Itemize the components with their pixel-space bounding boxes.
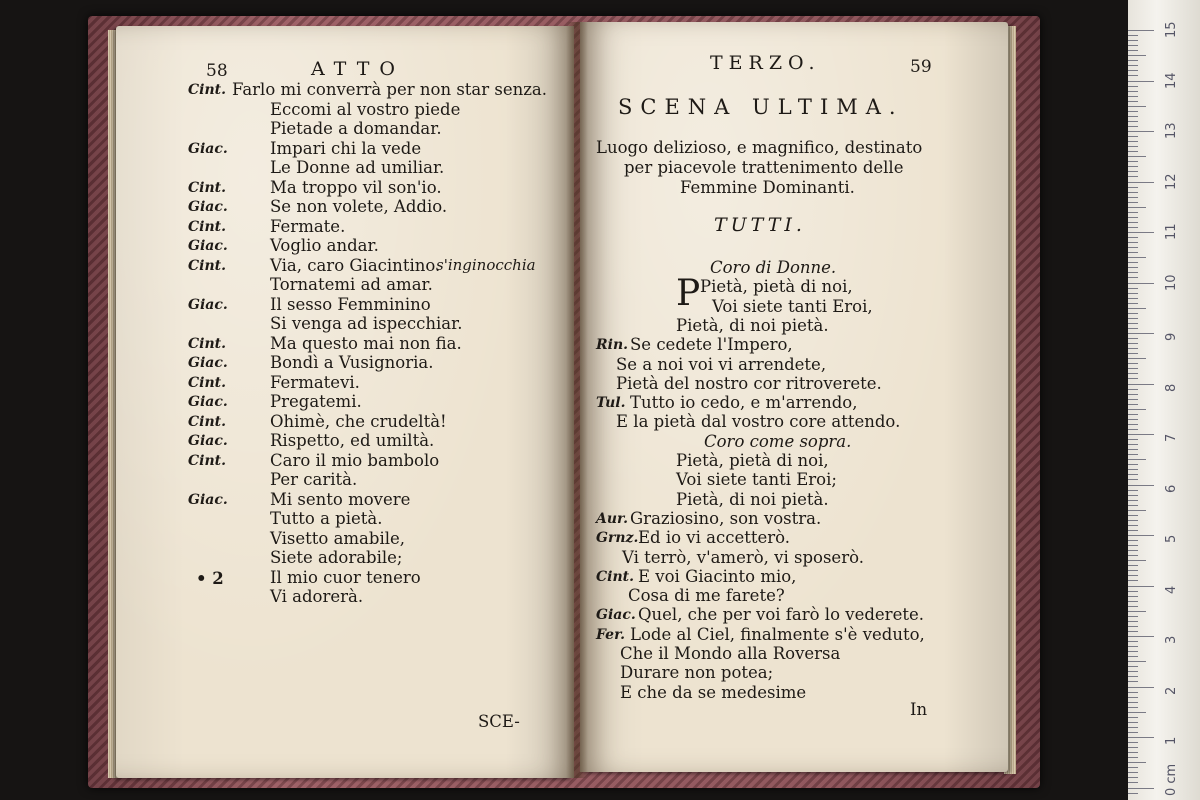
ruler-tick: [1128, 636, 1154, 637]
ruler-tick: [1128, 35, 1138, 36]
verse-line: Tutto io cedo, e m'arrendo,: [630, 393, 858, 413]
ruler-tick: [1128, 222, 1138, 223]
verse-line: Cosa di me farete?: [628, 586, 785, 606]
ruler-tick: [1128, 757, 1138, 758]
ruler-tick: [1128, 389, 1138, 390]
verse-line: Ma questo mai non fia.: [270, 333, 462, 353]
ruler-tick: [1128, 202, 1138, 203]
ruler-tick: [1128, 540, 1138, 541]
scene-title: SCENA ULTIMA.: [618, 95, 904, 119]
speaker-label: Cint.: [596, 568, 634, 585]
ruler-tick: [1128, 525, 1138, 526]
ruler-tick: [1128, 40, 1138, 41]
ruler-tick: [1128, 762, 1146, 763]
ruler-tick: [1128, 86, 1138, 87]
verse-line: Impari chi la vede: [270, 138, 422, 158]
ruler-tick: [1128, 474, 1138, 475]
ruler-tick: [1128, 434, 1154, 435]
ruler-tick: [1128, 631, 1138, 632]
signature-mark: • 2: [196, 569, 224, 588]
ruler-tick: [1128, 192, 1138, 193]
left-catchword: SCE-: [478, 712, 520, 731]
ruler-tick: [1128, 212, 1138, 213]
verse-line: Si venga ad ispecchiar.: [270, 314, 463, 333]
speaker-label: Aur.: [596, 510, 629, 527]
ruler-tick: [1128, 646, 1138, 647]
ruler-tick: [1128, 242, 1138, 243]
ruler-tick: [1128, 535, 1154, 536]
verse-line: Ma troppo vil son'io.: [270, 177, 442, 197]
book-gutter: [566, 22, 588, 778]
ruler-tick: [1128, 747, 1138, 748]
ruler-tick: [1128, 424, 1138, 425]
speaker-label: Cint.: [188, 413, 226, 430]
ruler-tick: [1128, 661, 1146, 662]
ruler-tick: [1128, 601, 1138, 602]
ruler-label: 0 cm: [1164, 763, 1179, 796]
verse-line: Coro come sopra.: [704, 431, 852, 451]
verse-line: Siete adorabile;: [270, 548, 403, 567]
ruler-tick: [1128, 368, 1138, 369]
speaker-label: Giac.: [188, 296, 228, 313]
ruler-tick: [1128, 358, 1146, 359]
verse-line: Fermatevi.: [270, 372, 360, 392]
ruler-tick: [1128, 732, 1138, 733]
ruler-tick: [1128, 550, 1138, 551]
verse-line: Coro di Donne.: [710, 258, 837, 277]
ruler-tick: [1128, 378, 1138, 379]
ruler-tick: [1128, 227, 1138, 228]
ruler-tick: [1128, 394, 1138, 395]
ruler-tick: [1128, 616, 1138, 617]
ruler-tick: [1128, 722, 1138, 723]
verse-line: Fermate.: [270, 216, 346, 236]
ruler-tick: [1128, 414, 1138, 415]
ruler-tick: [1128, 752, 1138, 753]
verse-line: Farlo mi converrà per non star senza.: [232, 80, 548, 99]
speaker-label: Cint.: [188, 179, 226, 196]
speaker-label: Tul.: [596, 395, 626, 412]
verse-line: Voglio andar.: [270, 236, 379, 255]
ruler-tick: [1128, 318, 1138, 319]
ruler-tick: [1128, 161, 1138, 162]
ruler-tick: [1128, 606, 1138, 607]
ruler-tick: [1128, 788, 1154, 789]
ruler-tick: [1128, 490, 1138, 491]
ruler-tick: [1128, 232, 1154, 233]
speaker-label: Cint.: [188, 218, 226, 235]
ruler-tick: [1128, 50, 1138, 51]
ruler-tick: [1128, 60, 1138, 61]
ruler-tick: [1128, 500, 1138, 501]
speaker-label: Giac.: [188, 140, 228, 157]
ruler-tick: [1128, 126, 1138, 127]
setting-line-3: Femmine Dominanti.: [680, 178, 855, 197]
verse-line: Quel, che per voi farò lo vederete.: [638, 605, 924, 625]
tutti-heading: TUTTI.: [714, 214, 806, 236]
ruler-tick: [1128, 55, 1146, 56]
speaker-label: Giac.: [188, 394, 228, 410]
verse-line: E che da se medesime: [620, 682, 807, 702]
ruler-tick: [1128, 293, 1138, 294]
ruler-tick: [1128, 671, 1138, 672]
speaker-label: Grnz.: [596, 530, 639, 547]
verse-line: Se a noi voi vi arrendete,: [616, 354, 827, 374]
speaker-label: Cint.: [188, 257, 226, 274]
ruler-tick: [1128, 75, 1138, 76]
ruler-tick: [1128, 277, 1138, 278]
verse-line: Visetto amabile,: [270, 528, 406, 548]
verse-line: Voi siete tanti Eroi,: [712, 296, 873, 316]
ruler-label: 7: [1164, 433, 1179, 442]
ruler-tick: [1128, 252, 1138, 253]
ruler-tick: [1128, 575, 1138, 576]
speaker-label: Cint.: [188, 374, 226, 391]
ruler-tick: [1128, 570, 1138, 571]
ruler-tick: [1128, 363, 1138, 364]
ruler-tick: [1128, 444, 1138, 445]
speaker-label: Rin.: [596, 337, 629, 354]
ruler-tick: [1128, 692, 1138, 693]
verse-line: Ed io vi accetterò.: [638, 528, 791, 548]
ruler-tick: [1128, 283, 1154, 284]
ruler-tick: [1128, 207, 1146, 208]
ruler-tick: [1128, 257, 1146, 258]
ruler-tick: [1128, 464, 1138, 465]
ruler-tick: [1128, 555, 1138, 556]
verse-line: Pregatemi.: [270, 392, 362, 411]
speaker-label: Cint.: [188, 82, 226, 98]
ruler-tick: [1128, 101, 1138, 102]
ruler-tick: [1128, 131, 1154, 132]
left-running-head: ATTO: [311, 58, 405, 80]
ruler-tick: [1128, 560, 1146, 561]
ruler-tick: [1128, 65, 1138, 66]
verse-line: Lode al Ciel, finalmente s'è veduto,: [630, 624, 925, 644]
ruler-tick: [1128, 187, 1138, 188]
ruler-tick: [1128, 171, 1138, 172]
setting-line-2: per piacevole trattenimento delle: [624, 158, 904, 177]
ruler-tick: [1128, 166, 1138, 167]
ruler-tick: [1128, 621, 1138, 622]
right-catchword: In: [910, 700, 928, 719]
ruler-tick: [1128, 419, 1138, 420]
left-folio: 58: [206, 61, 228, 81]
speaker-label: Fer.: [596, 626, 626, 643]
measuring-ruler: [1128, 0, 1200, 800]
right-page: [580, 22, 1008, 772]
ruler-tick: [1128, 348, 1138, 349]
ruler-tick: [1128, 469, 1138, 470]
ruler-tick: [1128, 429, 1138, 430]
ruler-tick: [1128, 767, 1138, 768]
ruler-tick: [1128, 30, 1154, 31]
ruler-tick: [1128, 70, 1138, 71]
ruler-tick: [1128, 111, 1138, 112]
ruler-tick: [1128, 702, 1138, 703]
ruler-tick: [1128, 545, 1138, 546]
ruler-tick: [1128, 742, 1138, 743]
speaker-label: Giac.: [188, 433, 228, 449]
verse-line: Che il Mondo alla Roversa: [620, 644, 841, 663]
right-running-head: TERZO.: [710, 52, 821, 74]
verse-line: Per carità.: [270, 470, 358, 489]
ruler-tick: [1128, 176, 1138, 177]
ruler-tick: [1128, 96, 1138, 97]
signature-number: 2: [212, 569, 224, 588]
ruler-label: 9: [1164, 332, 1179, 341]
ruler-tick: [1128, 772, 1138, 773]
ruler-tick: [1128, 485, 1154, 486]
ruler-tick: [1128, 687, 1154, 688]
ruler-tick: [1128, 611, 1146, 612]
ruler-tick: [1128, 373, 1138, 374]
ruler-label: 13: [1164, 122, 1179, 139]
ruler-tick: [1128, 141, 1138, 142]
speaker-label: Giac.: [596, 607, 636, 624]
ruler-tick: [1128, 439, 1138, 440]
ruler-tick: [1128, 272, 1138, 273]
verse-line: Pietade a domandar.: [270, 119, 442, 138]
ruler-tick: [1128, 313, 1138, 314]
ruler-tick: [1128, 707, 1138, 708]
ruler-tick: [1128, 81, 1154, 82]
verse-line: E la pietà dal vostro core attendo.: [616, 412, 901, 432]
ruler-label: 12: [1164, 172, 1179, 190]
speaker-label: Giac.: [188, 238, 228, 254]
ruler-tick: [1128, 353, 1138, 354]
verse-line: Eccomi al vostro piede: [270, 99, 461, 119]
ruler-tick: [1128, 641, 1138, 642]
ruler-tick: [1128, 328, 1138, 329]
ruler-tick: [1128, 591, 1138, 592]
ruler-tick: [1128, 121, 1138, 122]
ruler-tick: [1128, 580, 1138, 581]
ruler-tick: [1128, 626, 1138, 627]
ruler-label: 5: [1164, 534, 1179, 543]
ruler-tick: [1128, 404, 1138, 405]
verse-line: Ohimè, che crudeltà!: [270, 411, 447, 431]
ruler-tick: [1128, 586, 1154, 587]
speaker-label: Cint.: [188, 335, 226, 352]
verse-line: Il mio cuor tenero: [270, 567, 421, 587]
ruler-tick: [1128, 565, 1138, 566]
ruler-tick: [1128, 520, 1138, 521]
verse-line: Voi siete tanti Eroi;: [676, 470, 837, 490]
speaker-label: Giac.: [188, 491, 228, 508]
ruler-tick: [1128, 217, 1138, 218]
verse-line: Tornatemi ad amar.: [270, 275, 433, 294]
ruler-tick: [1128, 717, 1138, 718]
ruler-tick: [1128, 681, 1138, 682]
ruler-tick: [1128, 303, 1138, 304]
ruler-tick: [1128, 343, 1138, 344]
verse-line: Se cedete l'Impero,: [630, 335, 793, 355]
ruler-tick: [1128, 182, 1154, 183]
stage-direction: s'inginocchia: [436, 255, 536, 274]
ruler-tick: [1128, 651, 1138, 652]
ruler-tick: [1128, 156, 1146, 157]
speaker-label: Giac.: [188, 355, 228, 371]
verse-line: E voi Giacinto mio,: [638, 566, 797, 586]
verse-line: Vi adorerà.: [270, 587, 364, 606]
setting-line-1: Luogo delizioso, e magnifico, destinato: [596, 138, 923, 157]
verse-line: Via, caro Giacintino.: [270, 255, 441, 275]
ruler-tick: [1128, 777, 1138, 778]
verse-line: Pietà del nostro cor ritroverete.: [616, 373, 882, 393]
ruler-tick: [1128, 237, 1138, 238]
ruler-tick: [1128, 505, 1138, 506]
verse-line: Durare non potea;: [620, 663, 774, 683]
ruler-tick: [1128, 479, 1138, 480]
ruler-tick: [1128, 136, 1138, 137]
ruler-tick: [1128, 197, 1138, 198]
ruler-tick: [1128, 106, 1146, 107]
right-folio: 59: [910, 57, 932, 77]
ruler-tick: [1128, 454, 1138, 455]
ruler-label: 2: [1164, 686, 1179, 695]
verse-line: Graziosino, son vostra.: [630, 508, 822, 528]
ruler-label: 10: [1164, 273, 1179, 291]
verse-line: Bondì a Vusignoria.: [270, 353, 434, 372]
ruler-tick: [1128, 712, 1146, 713]
ruler-tick: [1128, 91, 1138, 92]
verse-line: Vi terrò, v'amerò, vi sposerò.: [622, 547, 864, 567]
ruler-tick: [1128, 737, 1154, 738]
ruler-tick: [1128, 697, 1138, 698]
ruler-tick: [1128, 596, 1138, 597]
ruler-tick: [1128, 247, 1138, 248]
ruler-tick: [1128, 515, 1138, 516]
ruler-tick: [1128, 267, 1138, 268]
verse-line: Pietà, pietà di noi,: [700, 277, 853, 297]
ruler-label: 1: [1164, 736, 1179, 745]
ruler-tick: [1128, 793, 1138, 794]
ruler-label: 8: [1164, 383, 1179, 392]
ruler-tick: [1128, 116, 1138, 117]
left-page: [116, 26, 574, 778]
ruler-tick: [1128, 409, 1146, 410]
ruler-label: 3: [1164, 635, 1179, 644]
ruler-tick: [1128, 298, 1138, 299]
ruler-tick: [1128, 288, 1138, 289]
ruler-tick: [1128, 333, 1154, 334]
ruler-tick: [1128, 727, 1138, 728]
speaker-label: Cint.: [188, 452, 226, 469]
ruler-tick: [1128, 399, 1138, 400]
verse-line: Pietà, di noi pietà.: [676, 489, 829, 509]
ruler-tick: [1128, 676, 1138, 677]
ruler-tick: [1128, 656, 1138, 657]
verse-line: Mi sento movere: [270, 489, 411, 509]
verse-line: Caro il mio bambolo: [270, 450, 440, 470]
ruler-tick: [1128, 666, 1138, 667]
ruler-label: 14: [1164, 71, 1179, 89]
ruler-tick: [1128, 151, 1138, 152]
ruler-tick: [1128, 45, 1138, 46]
ruler-label: 15: [1164, 21, 1179, 38]
ruler-label: 6: [1164, 484, 1179, 493]
verse-line: Tutto a pietà.: [270, 509, 383, 528]
ruler-tick: [1128, 495, 1138, 496]
verse-line: Pietà, di noi pietà.: [676, 315, 829, 335]
ruler-tick: [1128, 262, 1138, 263]
ruler-tick: [1128, 510, 1146, 511]
ruler-tick: [1128, 308, 1146, 309]
ruler-tick: [1128, 449, 1138, 450]
speaker-label: Giac.: [188, 199, 228, 215]
verse-line: Pietà, pietà di noi,: [676, 451, 829, 470]
verse-line: Se non volete, Addio.: [270, 197, 448, 216]
ruler-tick: [1128, 782, 1138, 783]
verse-line: Le Donne ad umiliar.: [270, 158, 445, 177]
ruler-tick: [1128, 530, 1138, 531]
verse-line: Il sesso Femminino: [270, 294, 431, 314]
ruler-tick: [1128, 323, 1138, 324]
ruler-label: 4: [1164, 585, 1179, 594]
drop-cap: P: [676, 273, 701, 315]
ruler-tick: [1128, 146, 1138, 147]
ruler-tick: [1128, 459, 1146, 460]
ruler-tick: [1128, 384, 1154, 385]
ruler-tick: [1128, 338, 1138, 339]
verse-line: Rispetto, ed umiltà.: [270, 431, 435, 450]
ruler-label: 11: [1164, 223, 1179, 240]
